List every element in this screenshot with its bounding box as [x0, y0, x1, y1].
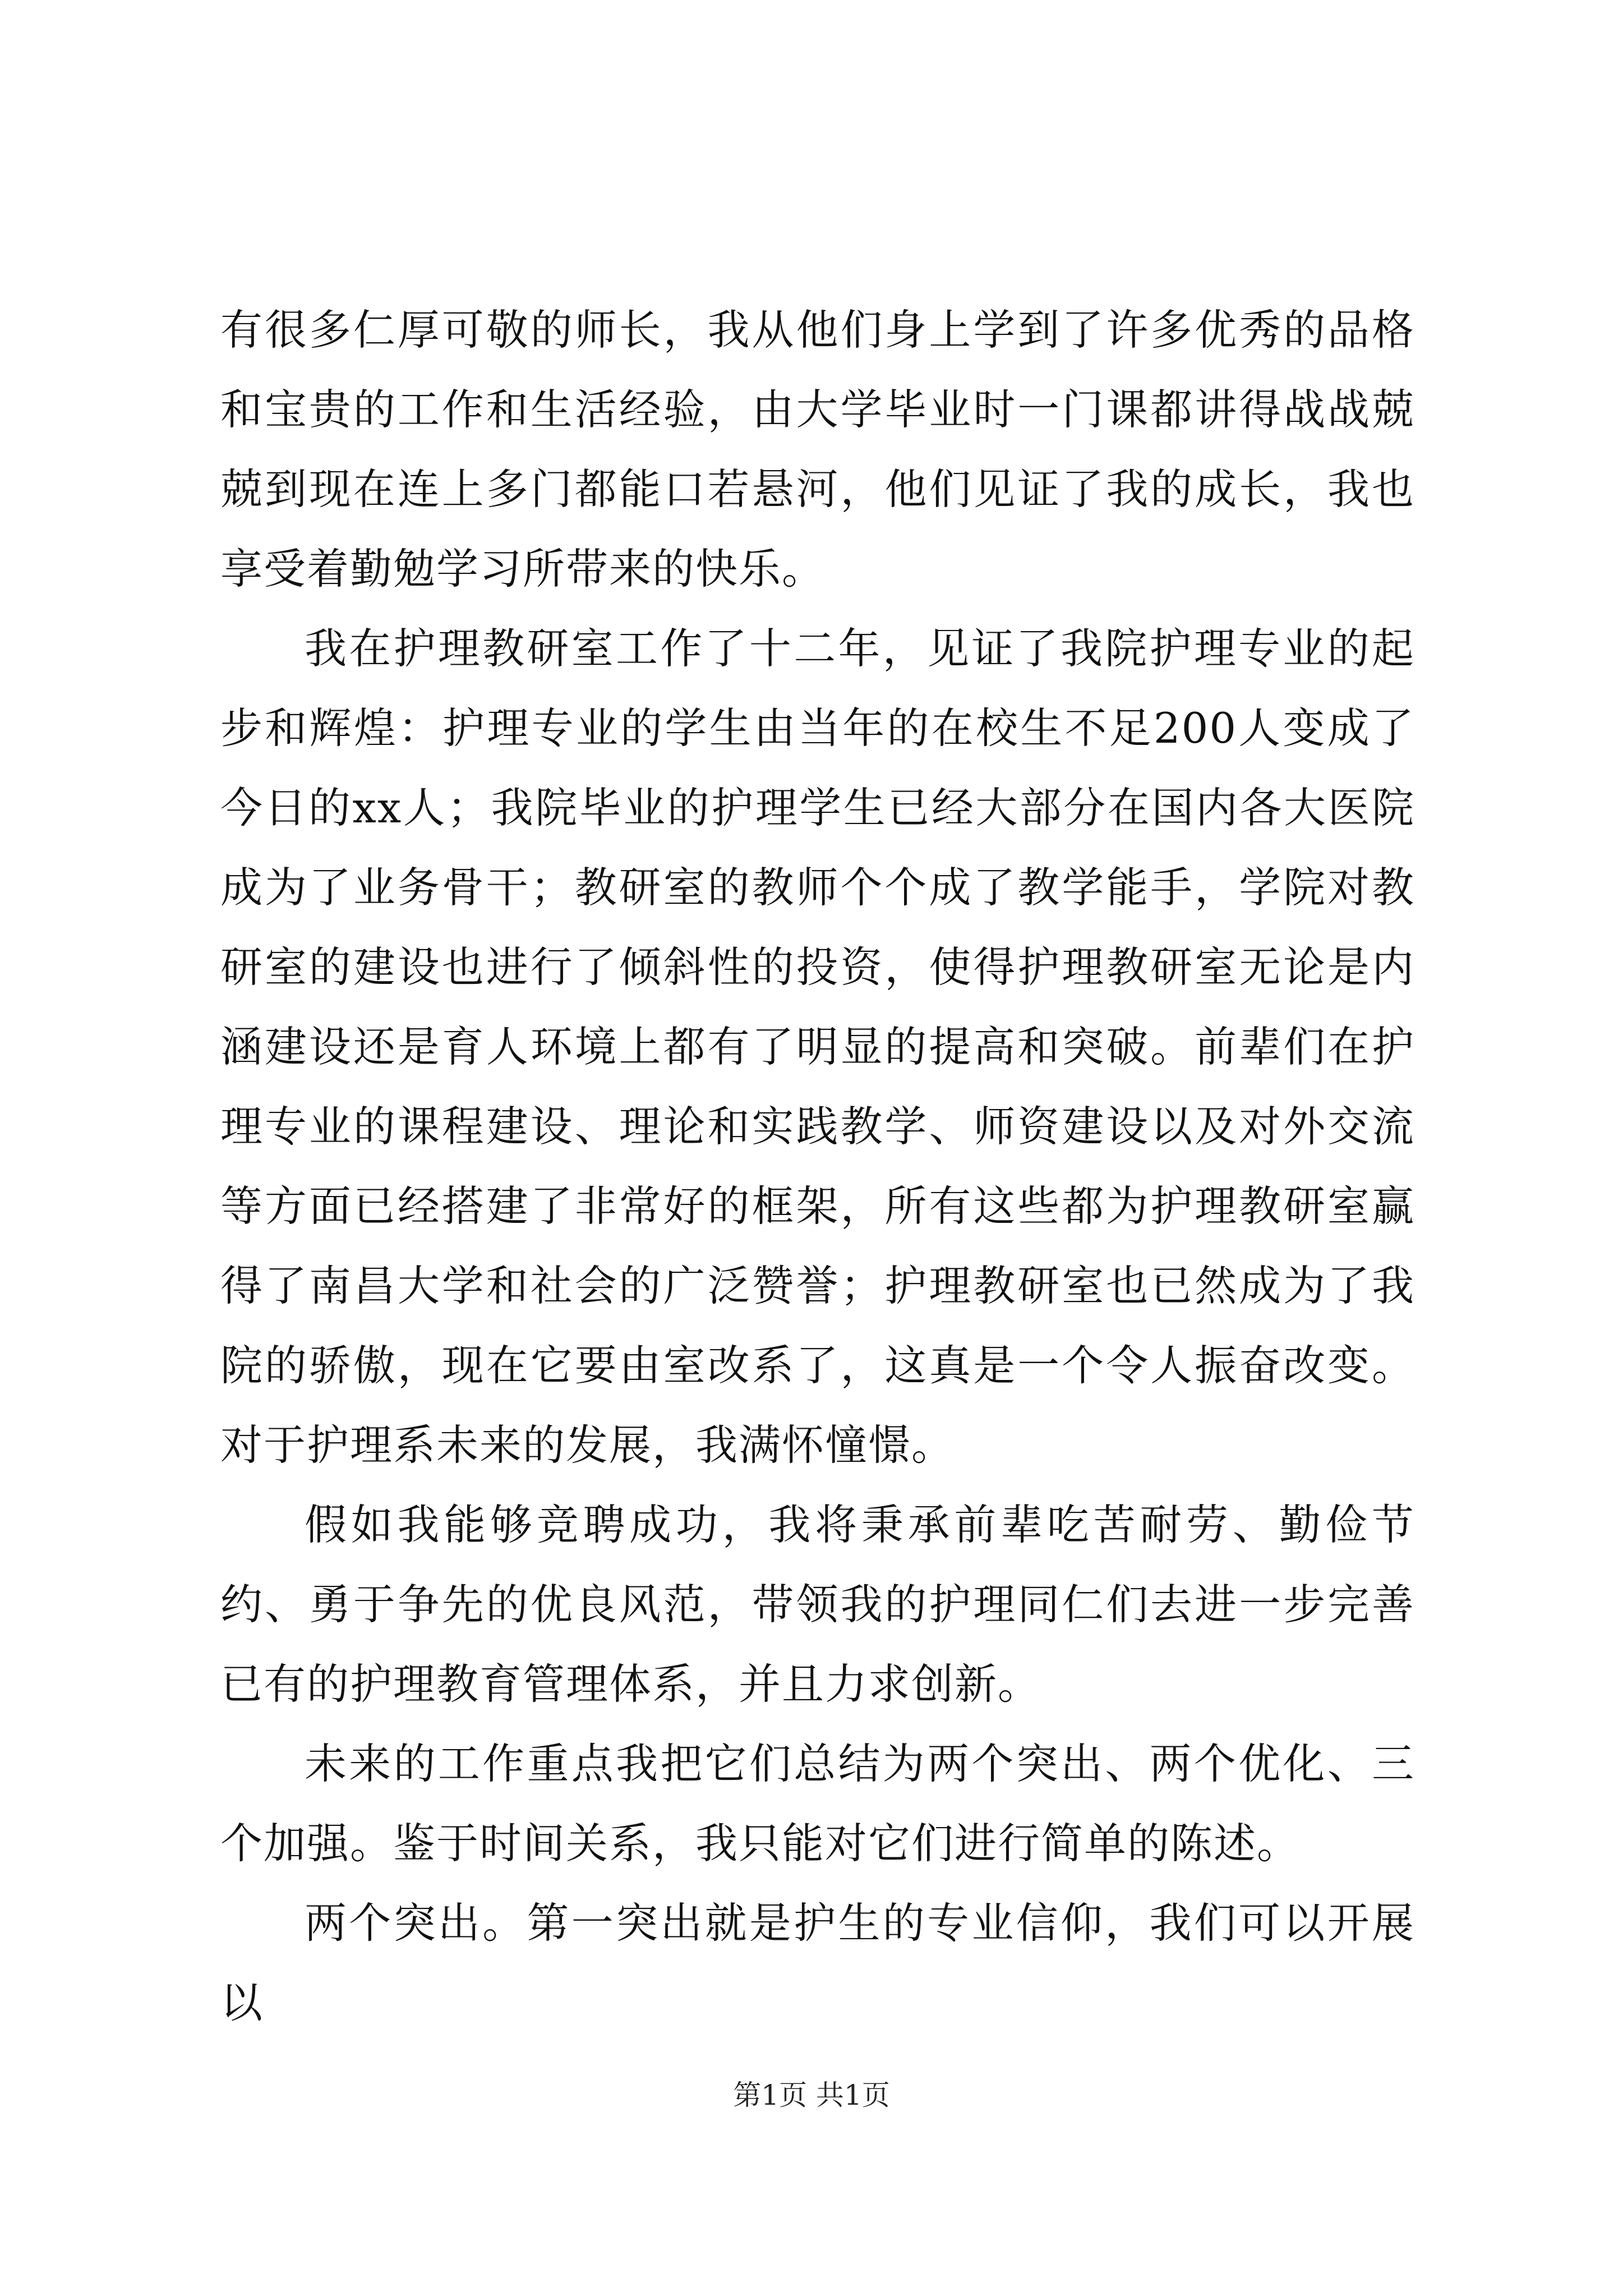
document-body — [220, 290, 1415, 2042]
paragraph-nursing-department: 我在护理教研室工作了十二年，见证了我院护理专业的起步和辉煌：护理专业的学生由当年的在校生不足200人变成了今日的xx人；我院毕业的护理学生已经大部分在国内各大医院成为了业务骨干；教研室的教师个个成了教学能手，学院对教研室的建设也进行了倾斜性的投资，使得护理教研室无论是内涵建设还是育人环境上都有了明显的提高和突破。前辈们在护理专业的课程建设、理论和实践教学、师资建设以及对外交流等方面已经搭建了非常好的框架，所有这些都为护理教研室赢得了南昌大学和社会的广泛赞誉；护理教研室也已然成为了我院的骄傲，现在它要由室改系了，这真是一个令人振奋改变。对于护理系未来的发展，我满怀憧憬。 — [220, 624, 1415, 1470]
paragraph-work-focus: 未来的工作重点我把它们总结为两个突出、两个优化、三个加强。鉴于时间关系，我只能对它们进行简单的陈述。 — [220, 1739, 1415, 1868]
paragraph-if-successful: 假如我能够竞聘成功，我将秉承前辈吃苦耐劳、勤俭节约、勇于争先的优良风范，带领我的护理同仁们去进一步完善已有的护理教育管理体系，并且力求创新。 — [220, 1500, 1415, 1709]
paragraph-two-highlights: 两个突出。第一突出就是护生的专业信仰，我们可以开展以 — [220, 1898, 1415, 2027]
paragraph-continuation: 有很多仁厚可敬的师长，我从他们身上学到了许多优秀的品格和宝贵的工作和生活经验，由大学毕业时一门课都讲得战战兢兢到现在连上多门都能口若悬河，他们见证了我的成长，我也享受着勤勉学习所带来的快乐。 — [220, 305, 1415, 593]
page-footer: 第1页 共1页 — [733, 2079, 890, 2111]
